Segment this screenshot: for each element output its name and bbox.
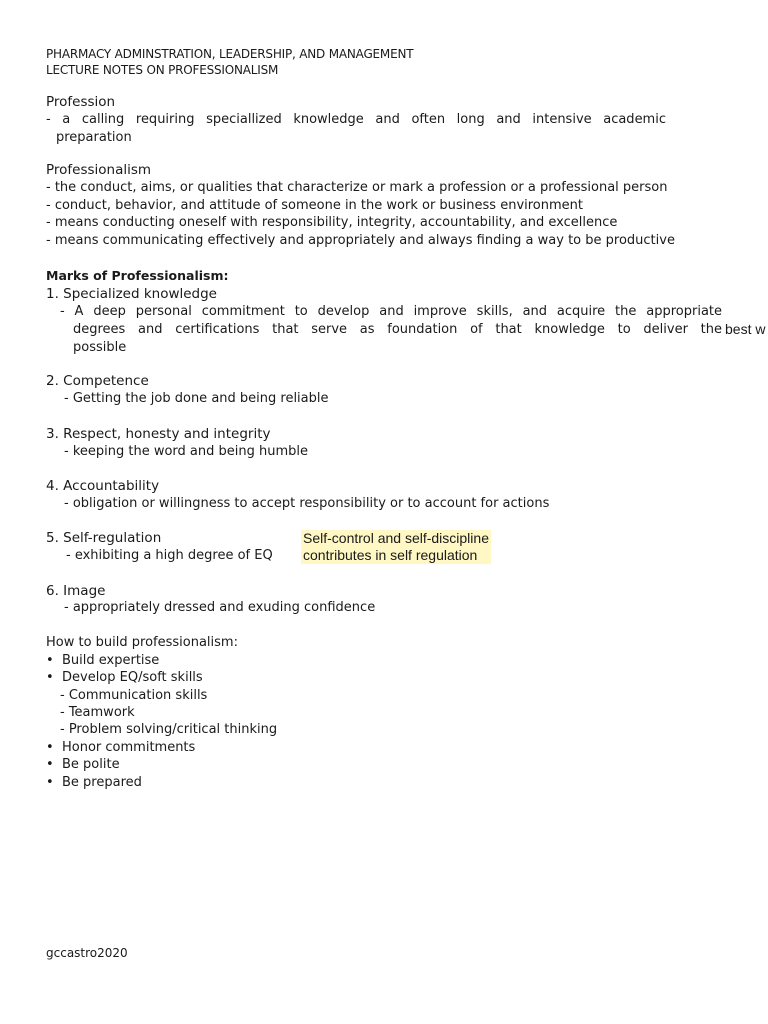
mark-title: 5. Self-regulation: [46, 530, 162, 546]
mark-title: 4. Accountability: [46, 478, 160, 494]
bullet-text: Develop EQ/soft skills: [62, 670, 203, 685]
bullet-icon: •: [46, 670, 54, 685]
bullet-icon: •: [46, 775, 54, 790]
mark-description: - appropriately dressed and exuding confidence: [64, 600, 376, 615]
bullet-text: Honor commitments: [62, 740, 196, 755]
highlight-note: [301, 530, 491, 564]
mark-description: - keeping the word and being humble: [64, 444, 309, 459]
mark-description-line: - A deep personal commitment to develop and improve skills, and acquire the appropriate: [60, 304, 722, 319]
mark-description-line: degrees and certifications that serve as foundation of that knowledge to deliver the: [73, 322, 722, 337]
professionalism-item: - means communicating effectively and appropriately and always finding a way to be productive: [46, 233, 675, 248]
bullet-item: [46, 775, 346, 790]
marks-heading: Marks of Professionalism:: [46, 268, 229, 283]
bullet-text: Be prepared: [62, 775, 142, 790]
header-title: PHARMACY ADMINSTRATION, LEADERSHIP, AND MANAGEMENT: [46, 47, 414, 61]
sub-item: - Communication skills: [60, 688, 208, 703]
bullet-icon: •: [46, 653, 54, 668]
sub-item: - Teamwork: [60, 705, 135, 720]
bullet-item: [46, 670, 346, 685]
bullet-icon: •: [46, 757, 54, 772]
sub-item: - Problem solving/critical thinking: [60, 722, 278, 737]
professionalism-item: - means conducting oneself with responsibility, integrity, accountability, and excellence: [46, 215, 618, 230]
header-subtitle: LECTURE NOTES ON PROFESSIONALISM: [46, 63, 279, 77]
mark-description: - Getting the job done and being reliable: [64, 391, 329, 406]
mark-description-line: possible: [73, 340, 127, 355]
bullet-text: Be polite: [62, 757, 120, 772]
bullet-text: Build expertise: [62, 653, 160, 668]
mark-description: - obligation or willingness to accept responsibility or to account for actions: [64, 496, 550, 511]
profession-heading: Profession: [46, 94, 116, 110]
mark-title: 2. Competence: [46, 373, 149, 389]
bullet-item: [46, 757, 346, 772]
bullet-icon: •: [46, 740, 54, 755]
professionalism-heading: Professionalism: [46, 162, 152, 178]
build-heading: How to build professionalism:: [46, 635, 238, 650]
professionalism-item: - conduct, behavior, and attitude of someone in the work or business environment: [46, 198, 583, 213]
overflow-text: best w: [725, 321, 766, 337]
highlight-note-line: Self-control and self-discipline: [303, 530, 489, 546]
profession-definition-line2: preparation: [56, 130, 132, 145]
highlight-note-line: contributes in self regulation: [301, 547, 491, 564]
profession-definition-line1: - a calling requiring speciallized knowledge and often long and intensive academic: [46, 112, 666, 127]
bullet-item: [46, 653, 346, 668]
professionalism-item: - the conduct, aims, or qualities that characterize or mark a profession or a professional person: [46, 180, 668, 195]
mark-title: 3. Respect, honesty and integrity: [46, 426, 271, 442]
mark-description: - exhibiting a high degree of EQ: [66, 548, 273, 563]
mark-title: 6. Image: [46, 583, 106, 599]
footer-author: gccastro2020: [46, 946, 128, 960]
bullet-item: [46, 740, 346, 755]
mark-title: 1. Specialized knowledge: [46, 286, 217, 302]
